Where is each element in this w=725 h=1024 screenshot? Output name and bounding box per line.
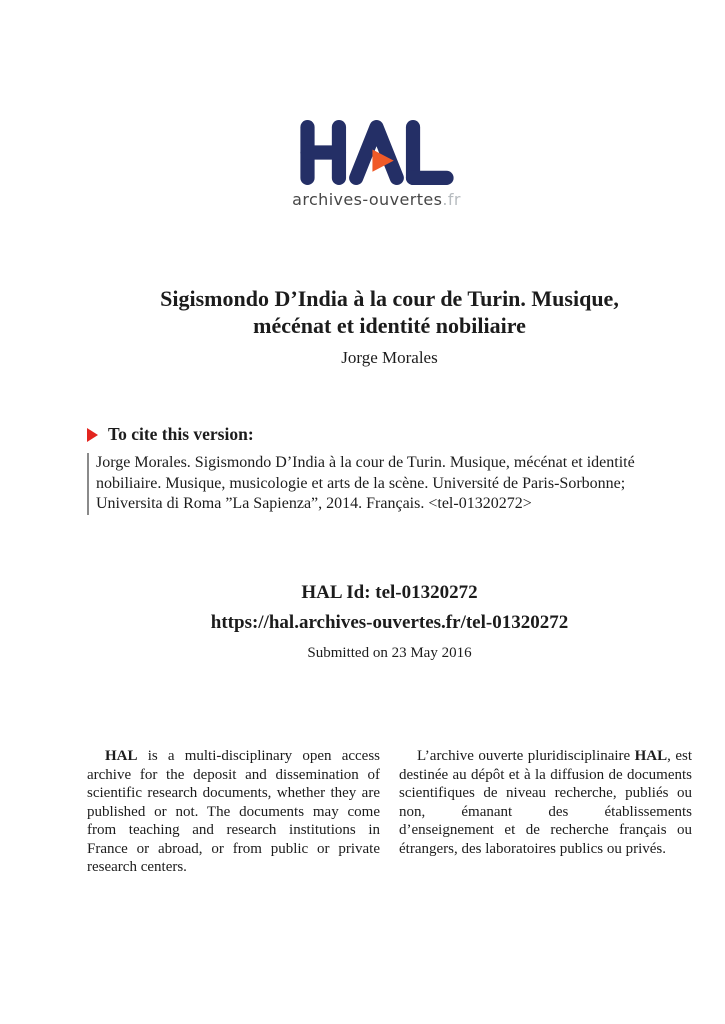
citation-block: Jorge Morales. Sigismondo D’India à la cour de Turin. Musique, mécénat et identité nobiliaire. Musique, musicologie et arts de la scène. Université de Paris-Sorbonne; Universita di Roma ”La Sapienza”, 2014. Français. <tel-01320272> bbox=[87, 453, 692, 515]
cite-heading-label: To cite this version: bbox=[108, 424, 254, 444]
cite-bullet-icon bbox=[87, 428, 98, 442]
cite-heading bbox=[87, 424, 254, 445]
about-french-column bbox=[399, 747, 692, 877]
about-french-text bbox=[399, 747, 692, 858]
document-title-line1: Sigismondo D’India à la cour de Turin. Musique, bbox=[160, 286, 619, 311]
about-english-rest: is a multi-disciplinary open access archive for the deposit and dissemination of scientific research documents, whether they are published or not. The documents may come from teaching and research institutions in France or abroad, or from public or private research centers. bbox=[87, 748, 380, 875]
hal-id-label: HAL Id: tel-01320272 bbox=[301, 582, 478, 603]
submitted-date: Submitted on 23 May 2016 bbox=[307, 645, 472, 661]
about-english-text bbox=[87, 747, 380, 877]
about-french-rest: , est destinée au dépôt et à la diffusion de documents scientifiques de niveau recherche, publiés ou non, émanant des établissements d’enseignement et de recherche français ou étrangers, des laboratoires publics ou privés. bbox=[399, 748, 692, 857]
hal-id-url-link[interactable]: https://hal.archives-ouvertes.fr/tel-01320272 bbox=[210, 612, 569, 633]
hal-wordmark-tld: .fr bbox=[442, 190, 461, 209]
hal-id-block bbox=[87, 581, 692, 662]
about-english-bold: HAL bbox=[105, 748, 138, 764]
title-block bbox=[87, 285, 692, 368]
hal-wordmark-text: archives-ouvertes bbox=[292, 190, 443, 209]
hal-logo-block bbox=[14, 118, 725, 209]
about-english-column bbox=[87, 747, 380, 877]
hal-wordmark bbox=[14, 190, 725, 209]
about-french-bold: HAL bbox=[634, 748, 668, 764]
about-columns bbox=[87, 747, 692, 877]
author-name: Jorge Morales bbox=[341, 348, 438, 367]
hal-logo bbox=[298, 118, 456, 187]
about-french-pre: L’archive ouverte pluridisciplinaire bbox=[417, 748, 635, 764]
document-title-line2: mécénat et identité nobiliaire bbox=[253, 313, 526, 338]
